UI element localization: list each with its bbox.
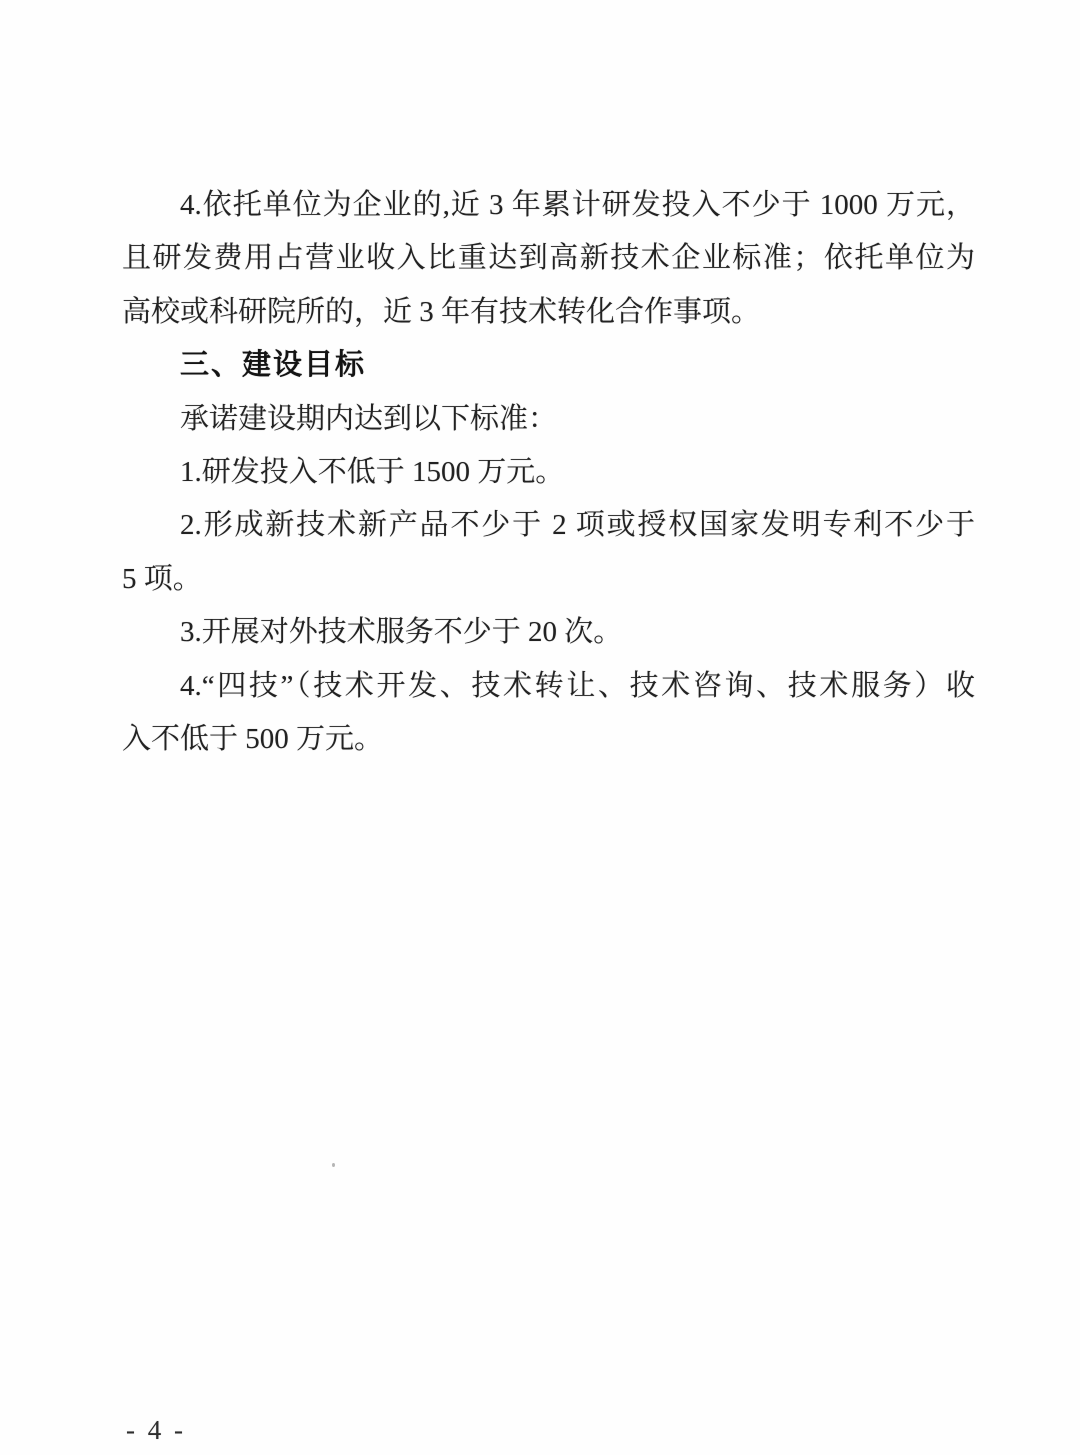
text-line: 3.开展对外技术服务不少于 20 次。	[180, 616, 623, 649]
text-line: 5 项。	[122, 562, 202, 595]
text-line: 4.依托单位为企业的,近 3 年累计研发投入不少于 1000 万元，	[180, 189, 975, 221]
text-line: 1.研发投入不低于 1500 万元。	[180, 456, 565, 489]
page-number: - 4 -	[126, 1415, 186, 1445]
text-line: 承诺建设期内达到以下标准：	[180, 402, 558, 435]
text-line: 高校或科研院所的，近 3 年有技术转化合作事项。	[122, 295, 761, 328]
text-line: 入不低于 500 万元。	[122, 723, 384, 756]
text-line: 4.“四技”（技术开发、技术转让、技术咨询、技术服务）收	[180, 669, 975, 702]
section-heading: 三、建设目标	[180, 349, 367, 382]
text-line: 且研发费用占营业收入比重达到高新技术企业标准；依托单位为	[122, 242, 975, 275]
scan-speck	[332, 1163, 335, 1167]
document-body	[122, 179, 975, 766]
text-line: 2.形成新技术新产品不少于 2 项或授权国家发明专利不少于	[180, 509, 975, 542]
